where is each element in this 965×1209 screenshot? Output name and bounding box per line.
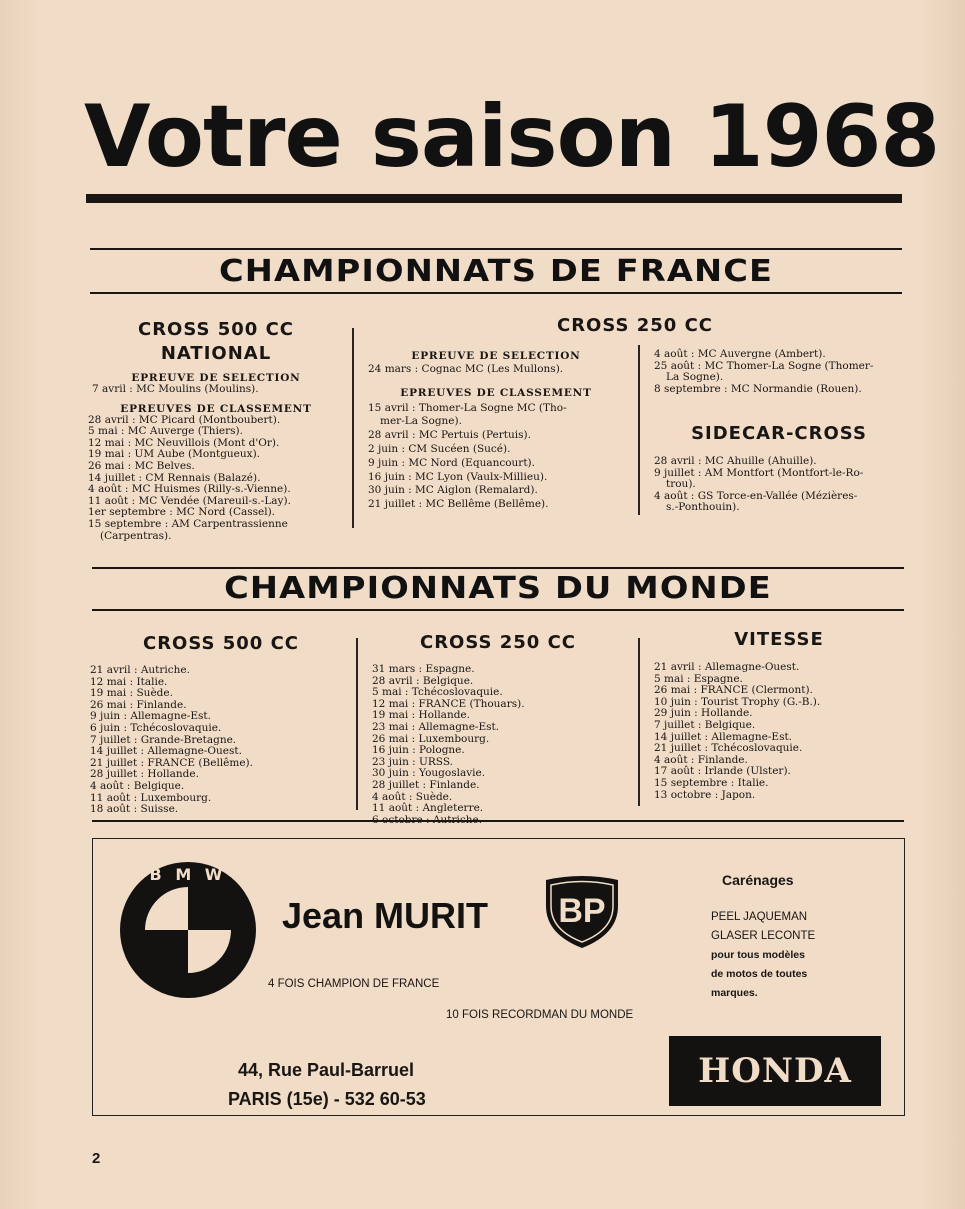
ad-address-street: 44, Rue Paul-Barruel (238, 1060, 415, 1080)
list-item: 14 juillet : CM Rennais (Balazé). (88, 471, 261, 484)
list-item: 26 mai : FRANCE (Clermont). (654, 684, 813, 697)
list-item: pour tous modèles (711, 949, 805, 961)
list-item: 15 avril : Thomer-La Sogne MC (Tho- (368, 401, 567, 414)
ad-carenages-title: Carénages (722, 872, 794, 888)
list-item: 16 juin : Pologne. (372, 744, 465, 757)
list-item: 19 mai : UM Aube (Montgueux). (88, 448, 261, 461)
monde-top-rule (92, 567, 904, 569)
list-item: 29 juin : Hollande. (654, 707, 753, 720)
list-item: 5 mai : Tchécoslovaquie. (372, 686, 503, 699)
list-item: s.-Ponthouin). (666, 501, 740, 514)
monde-column-divider-1 (356, 638, 358, 810)
france-cross250-classement-heading: EPREUVES DE CLASSEMENT (400, 386, 592, 399)
list-item: 25 août : MC Thomer-La Sogne (Thomer- (654, 359, 874, 372)
list-item: 28 avril : MC Picard (Montboubert). (88, 413, 281, 426)
france-cross500-classement-heading: EPREUVES DE CLASSEMENT (120, 402, 312, 415)
list-item: 9 juin : Allemagne-Est. (90, 710, 211, 723)
bp-letters: BP (558, 892, 606, 930)
list-item: 7 avril : MC Moulins (Moulins). (92, 383, 259, 395)
list-item: 7 juillet : Grande-Bretagne. (90, 733, 237, 746)
list-item: 4 août : MC Auvergne (Ambert). (654, 348, 826, 360)
ad-tagline-recordman: 10 FOIS RECORDMAN DU MONDE (446, 1009, 634, 1021)
france-cross500-selection-list (88, 384, 344, 396)
france-top-rule (90, 248, 902, 250)
list-item: 19 mai : Hollande. (372, 709, 470, 722)
list-item: 28 avril : MC Pertuis (Pertuis). (368, 429, 531, 442)
monde-cross250-title: CROSS 250 CC (419, 632, 577, 653)
france-sidecar-title: SIDECAR-CROSS (691, 423, 867, 444)
list-item: 19 mai : Suède. (90, 687, 173, 700)
france-cross250-column (368, 350, 624, 512)
list-item: 13 octobre : Japon. (654, 788, 756, 801)
ad-address-city-phone: PARIS (15e) - 532 60-53 (228, 1089, 426, 1109)
ad-tagline-champion: 4 FOIS CHAMPION DE FRANCE (268, 978, 440, 990)
list-item: GLASER LECONTE (711, 930, 816, 942)
list-item: 11 août : MC Vendée (Mareuil-s.-Lay). (88, 494, 291, 507)
list-item: 7 juillet : Belgique. (654, 718, 756, 731)
france-cross500-subtitle: NATIONAL (160, 343, 272, 364)
list-item: 16 juin : MC Lyon (Vaulx-Millieu). (368, 470, 548, 483)
list-item: 23 mai : Allemagne-Est. (372, 720, 500, 733)
ad-name: Jean MURIT (282, 895, 489, 936)
list-item: 26 mai : Luxembourg. (372, 732, 490, 745)
list-item: 6 juin : Tchécoslovaquie. (90, 721, 222, 734)
list-item: 28 juillet : Finlande. (372, 778, 480, 791)
list-item: 21 juillet : MC Bellême (Bellême). (368, 498, 549, 511)
bp-logo-icon (542, 876, 622, 950)
list-item: 26 mai : Finlande. (90, 698, 187, 711)
list-item: 24 mars : Cognac MC (Les Mullons). (368, 363, 564, 375)
monde-cross500-list (90, 665, 352, 816)
page-number: 2 (92, 1150, 101, 1167)
list-item: 4 août : Suède. (372, 790, 453, 803)
list-item: 30 juin : MC Aiglon (Remalard). (368, 484, 538, 497)
list-item: 14 juillet : Allemagne-Est. (654, 730, 793, 743)
list-item: 4 août : Finlande. (654, 753, 748, 766)
list-item: trou). (666, 478, 696, 491)
list-item: 21 juillet : FRANCE (Bellême). (90, 756, 253, 769)
list-item: 11 août : Luxembourg. (90, 791, 212, 804)
france-cross250-title: CROSS 250 CC (556, 315, 714, 336)
page-title: Votre saison 1968 (84, 87, 940, 187)
france-cross500-selection-heading: EPREUVE DE SELECTION (131, 372, 301, 384)
monde-vitesse-list (654, 662, 904, 801)
france-column-divider-1 (352, 328, 354, 528)
list-item: marques. (711, 987, 758, 999)
list-item: 21 juillet : Tchécoslovaquie. (654, 742, 803, 755)
list-item: 2 juin : CM Sucéen (Sucé). (368, 442, 511, 455)
title-underline (86, 194, 902, 203)
list-item: 17 août : Irlande (Ulster). (654, 765, 791, 778)
france-cross250-selection-list (368, 364, 624, 376)
monde-bottom-rule (92, 609, 904, 611)
list-item: 28 juillet : Hollande. (90, 768, 199, 781)
list-item: 10 juin : Tourist Trophy (G.-B.). (654, 695, 821, 708)
list-item: 12 mai : MC Neuvillois (Mont d'Or). (88, 436, 280, 449)
list-item: 5 mai : Espagne. (654, 672, 743, 685)
honda-logo (669, 1036, 881, 1106)
list-item: 30 juin : Yougoslavie. (372, 767, 486, 780)
list-item: 14 juillet : Allemagne-Ouest. (90, 745, 242, 758)
france-cross250-classement-continued (654, 349, 904, 395)
bmw-letters: B M W (149, 865, 227, 884)
list-item: PEEL JAQUEMAN (711, 911, 808, 923)
list-item: 26 mai : MC Belves. (88, 459, 195, 472)
france-cross500-classement-list (88, 415, 344, 543)
list-item: 21 avril : Autriche. (90, 664, 190, 676)
monde-cross250-list (372, 664, 628, 826)
list-item: 9 juillet : AM Montfort (Montfort-le-Ro- (654, 466, 864, 479)
list-item: 11 août : Angleterre. (372, 802, 484, 815)
monde-column-divider-2 (638, 638, 640, 806)
monde-end-rule (92, 820, 904, 822)
france-cross500-column (88, 318, 344, 542)
list-item: mer-La Sogne). (380, 415, 462, 428)
list-item: 4 août : GS Torce-en-Vallée (Mézières- (654, 489, 858, 502)
france-cross250-selection-heading: EPREUVE DE SELECTION (411, 350, 581, 362)
list-item: 12 mai : FRANCE (Thouars). (372, 697, 525, 710)
list-item: 15 septembre : Italie. (654, 776, 769, 789)
list-item: 28 avril : MC Ahuille (Ahuille). (654, 455, 817, 467)
list-item: 15 septembre : AM Carpentrassienne (88, 517, 288, 530)
france-cross500-title: CROSS 500 CC (137, 319, 295, 340)
list-item: 8 septembre : MC Normandie (Rouen). (654, 382, 862, 395)
honda-text: HONDA (698, 1051, 852, 1091)
list-item: (Carpentras). (100, 529, 172, 542)
list-item: 12 mai : Italie. (90, 675, 168, 688)
france-sidecar-list (654, 456, 904, 514)
list-item: 21 avril : Allemagne-Ouest. (654, 661, 800, 673)
list-item: 23 juin : URSS. (372, 755, 453, 768)
monde-heading: CHAMPIONNATS DU MONDE (224, 571, 772, 606)
list-item: 5 mai : MC Auverge (Thiers). (88, 425, 243, 438)
list-item: de motos de toutes (711, 968, 808, 980)
list-item: La Sogne). (666, 371, 724, 384)
bmw-logo-icon (118, 860, 258, 1000)
france-bottom-rule (90, 292, 902, 294)
france-cross250-classement-list (368, 402, 624, 512)
monde-cross500-title: CROSS 500 CC (142, 633, 300, 654)
list-item: 9 juin : MC Nord (Equancourt). (368, 456, 535, 469)
list-item: 4 août : Belgique. (90, 779, 185, 792)
ad-carenages-list (711, 908, 815, 1003)
list-item: 18 août : Suisse. (90, 803, 179, 816)
list-item: 28 avril : Belgique. (372, 674, 474, 687)
list-item: 1er septembre : MC Nord (Cassel). (88, 506, 276, 519)
france-column-divider-2 (638, 345, 640, 515)
list-item: 4 août : MC Huismes (Rilly-s.-Vienne). (88, 483, 291, 496)
list-item: 31 mars : Espagne. (372, 663, 475, 675)
france-heading: CHAMPIONNATS DE FRANCE (218, 254, 774, 289)
monde-vitesse-title: VITESSE (734, 629, 824, 650)
